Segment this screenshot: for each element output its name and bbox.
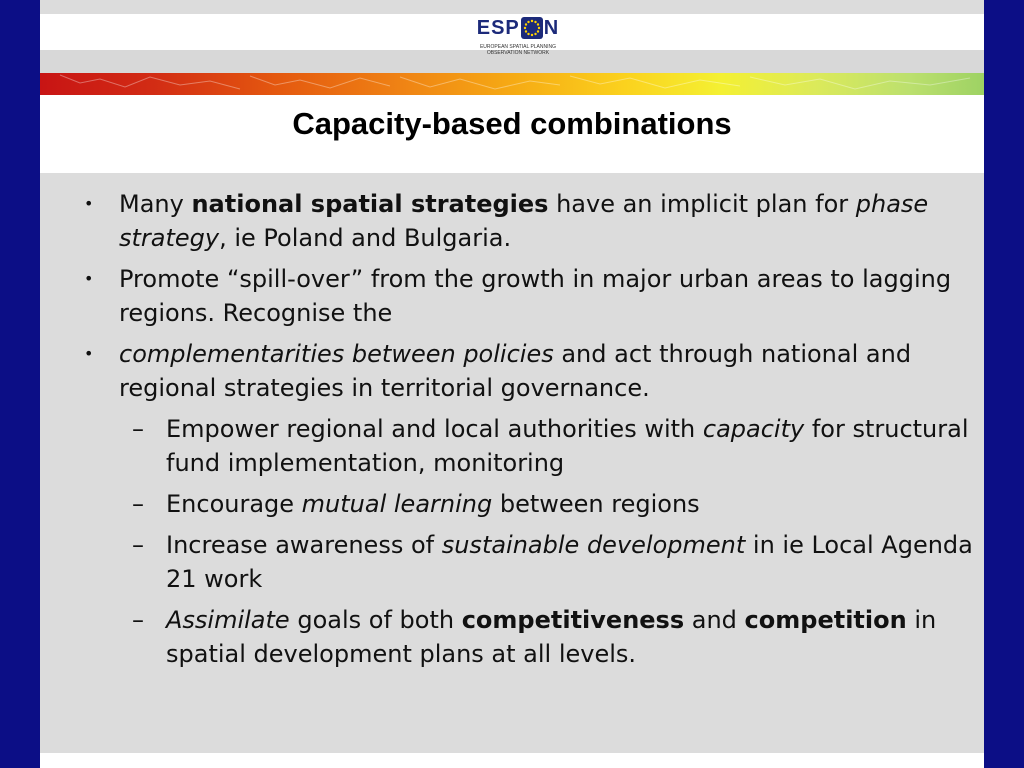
slide-title: Capacity-based combinations [292, 106, 732, 141]
sub-bullet-marker: – [132, 531, 144, 559]
espon-logo [468, 16, 568, 72]
text-segment: between regions [492, 490, 700, 518]
bullet-item [119, 262, 969, 330]
bullet-item [119, 187, 969, 255]
sub-bullet-marker: – [132, 606, 144, 634]
sub-bullet-item [166, 412, 976, 480]
text-segment: Empower regional and local authorities with [166, 415, 703, 443]
text-segment: in spatial development plans at all levels. [166, 606, 937, 668]
text-segment: complementarities between policies [119, 340, 554, 368]
bullet-marker: • [84, 344, 94, 363]
text-segment: sustainable development [441, 531, 746, 559]
text-segment: capacity [702, 415, 805, 443]
text-segment: national spatial strategies [191, 190, 549, 218]
europe-map-strip [40, 73, 984, 95]
text-segment: mutual learning [301, 490, 493, 518]
text-segment: in ie Local Agenda 21 work [166, 531, 973, 593]
text-segment: have an implicit plan for [548, 190, 856, 218]
text-segment: Encourage [166, 490, 302, 518]
sub-bullet-item [166, 528, 976, 596]
text-segment: for structural fund implementation, monitoring [166, 415, 969, 477]
text-segment: Increase awareness of [166, 531, 442, 559]
right-frame-bar [984, 0, 1024, 768]
text-segment: and [684, 606, 745, 634]
text-segment: , ie Poland and Bulgaria. [219, 224, 512, 252]
bullet-item [119, 337, 969, 405]
bottom-strip [40, 753, 984, 768]
text-segment: Promote “spill-over” from the growth in major urban areas to lagging regions. Recognise the [119, 265, 952, 327]
logo-text-right: N [543, 17, 560, 39]
left-frame-bar [0, 0, 40, 768]
sub-bullet-item [166, 603, 976, 671]
top-strip [40, 0, 984, 14]
text-segment: competitiveness [461, 606, 685, 634]
slide [40, 0, 984, 768]
text-segment: goals of both [289, 606, 462, 634]
logo-subtitle-line1: EUROPEAN SPATIAL PLANNING [479, 44, 557, 50]
bullet-marker: • [84, 194, 94, 213]
bullet-marker: • [84, 269, 94, 288]
logo-subtitle [468, 44, 568, 56]
text-segment: competition [744, 606, 907, 634]
logo-subtitle-line2: OBSERVATION NETWORK [486, 50, 550, 56]
sub-bullet-marker: – [132, 490, 144, 518]
logo-text-left: ESP [476, 17, 520, 39]
eu-stars-icon [521, 17, 543, 39]
text-segment: Many [119, 190, 192, 218]
text-segment: Assimilate [166, 606, 290, 634]
text-segment: and act through national and regional strategies in territorial governance. [119, 340, 912, 402]
sub-bullet-marker: – [132, 415, 144, 443]
sub-bullet-item [166, 487, 976, 521]
text-segment: phase strategy [119, 190, 929, 252]
